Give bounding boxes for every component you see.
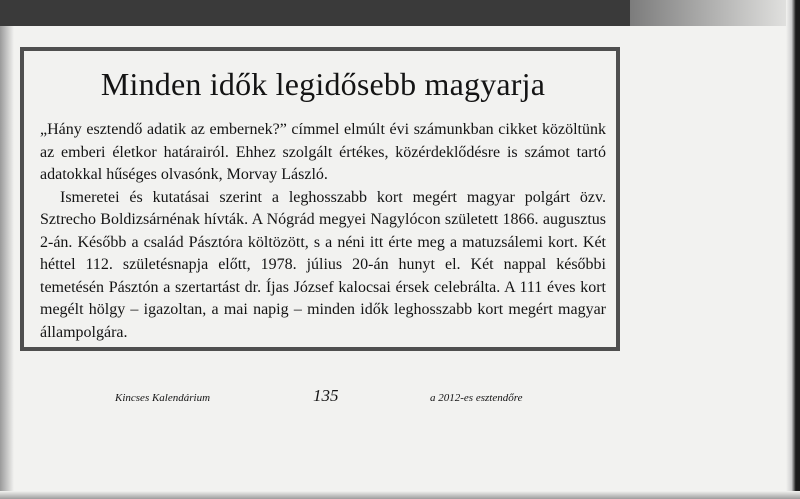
header-band	[0, 0, 630, 26]
article-title: Minden idők legidősebb magyarja	[100, 66, 546, 102]
article-body	[40, 119, 606, 344]
page-bottom-edge	[0, 491, 800, 499]
header-band-fade	[630, 0, 800, 26]
article-paragraph-2: Ismeretei és kutatásai szerint a leghosszabb kort megért magyar polgárt özv. Sztrecho Boldizsárnénak hívták. A Nógrád megyei Nagylócon született 1866. augusztus 2-án. Később a család Pásztóra költözött, s a néni itt érte meg a matuzsálemi kort. Két héttel 112. születésnapja előtt, 1978. július 20-án hunyt el. Két nappal későbbi temetésén Pásztón a szertartást dr. Íjas József kalocsai érsek celebrálta. A 111 éves kort megélt hölgy – igazoltan, a mai napig – minden idők leghosszabb kort megért magyar állampolgára.	[40, 188, 606, 341]
page-footer	[0, 386, 640, 410]
footer-edition: a 2012-es esztendőre	[430, 392, 523, 404]
article-paragraph-1: „Hány esztendő adatik az embernek?” címmel elmúlt évi számunkban cikket közöltünk az emberi életkor határairól. Ehhez szolgált értékes, közérdeklődésre is számot tartó adatokkal hűséges olvasónk, Morvay László.	[40, 121, 606, 183]
footer-publication: Kincses Kalendárium	[115, 392, 211, 404]
article-box	[20, 47, 620, 351]
page-left-shadow	[0, 26, 14, 499]
page-right-edge	[786, 0, 800, 499]
page-number: 135	[313, 386, 339, 405]
